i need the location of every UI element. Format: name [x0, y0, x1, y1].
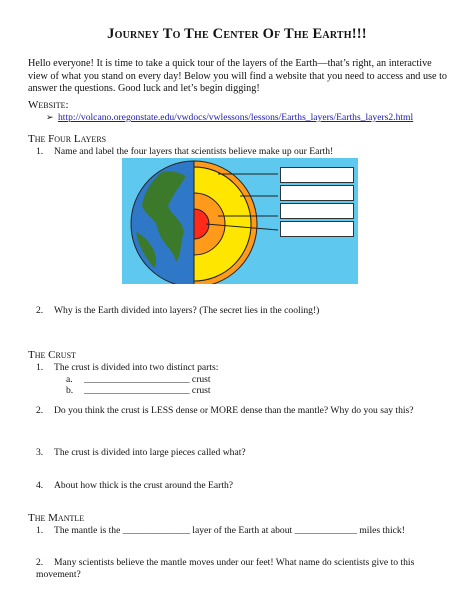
website-link-row[interactable] [46, 112, 413, 123]
crust-question-4: 4. About how thick is the crust around the Earth? [36, 480, 234, 491]
intro-paragraph: Hello everyone! It is time to take a quick tour of the layers of the Earth—that’s right, an interactive view of what you stand on every day! Below you will find a website that you need to access and use to answer the questions. Good luck and let’s begin digging! [28, 58, 447, 95]
mantle-question-2: 2. Many scientists believe the mantle moves under our feet! What name do scientists give to this movement? [36, 557, 415, 580]
crust-answer-a: a. ______________________ crust [66, 374, 211, 385]
four-layers-question-1: 1. Name and label the four layers that scientists believe make up our Earth! [36, 146, 334, 157]
four-layers-heading: The Four Layers [28, 133, 107, 145]
crust-question-1: 1. The crust is divided into two distinct parts: [36, 362, 219, 373]
mantle-heading: The Mantle [28, 512, 85, 524]
website-link[interactable]: http://volcano.oregonstate.edu/vwdocs/vwlessons/lessons/Earths_layers/Earths_layers2.html [58, 112, 414, 123]
label-box-3[interactable] [280, 203, 354, 219]
four-layers-question-2: 2. Why is the Earth divided into layers? (The secret lies in the cooling!) [36, 305, 320, 316]
crust-question-2: 2. Do you think the crust is LESS dense or MORE dense than the mantle? Why do you say this? [36, 405, 414, 416]
mantle-question-1: 1. The mantle is the ______________ layer of the Earth at about _____________ miles thick! [36, 525, 405, 536]
label-box-4[interactable] [280, 221, 354, 237]
website-heading: Website: [28, 99, 69, 111]
crust-answer-b: b. ______________________ crust [66, 385, 211, 396]
label-box-1[interactable] [280, 167, 354, 183]
label-box-2[interactable] [280, 185, 354, 201]
crust-heading: The Crust [28, 349, 76, 361]
arrow-bullet-icon: ➢ [46, 112, 54, 122]
crust-question-3: 3. The crust is divided into large pieces called what? [36, 447, 246, 458]
page-title: Journey To The Center Of The Earth!!! [107, 26, 367, 42]
